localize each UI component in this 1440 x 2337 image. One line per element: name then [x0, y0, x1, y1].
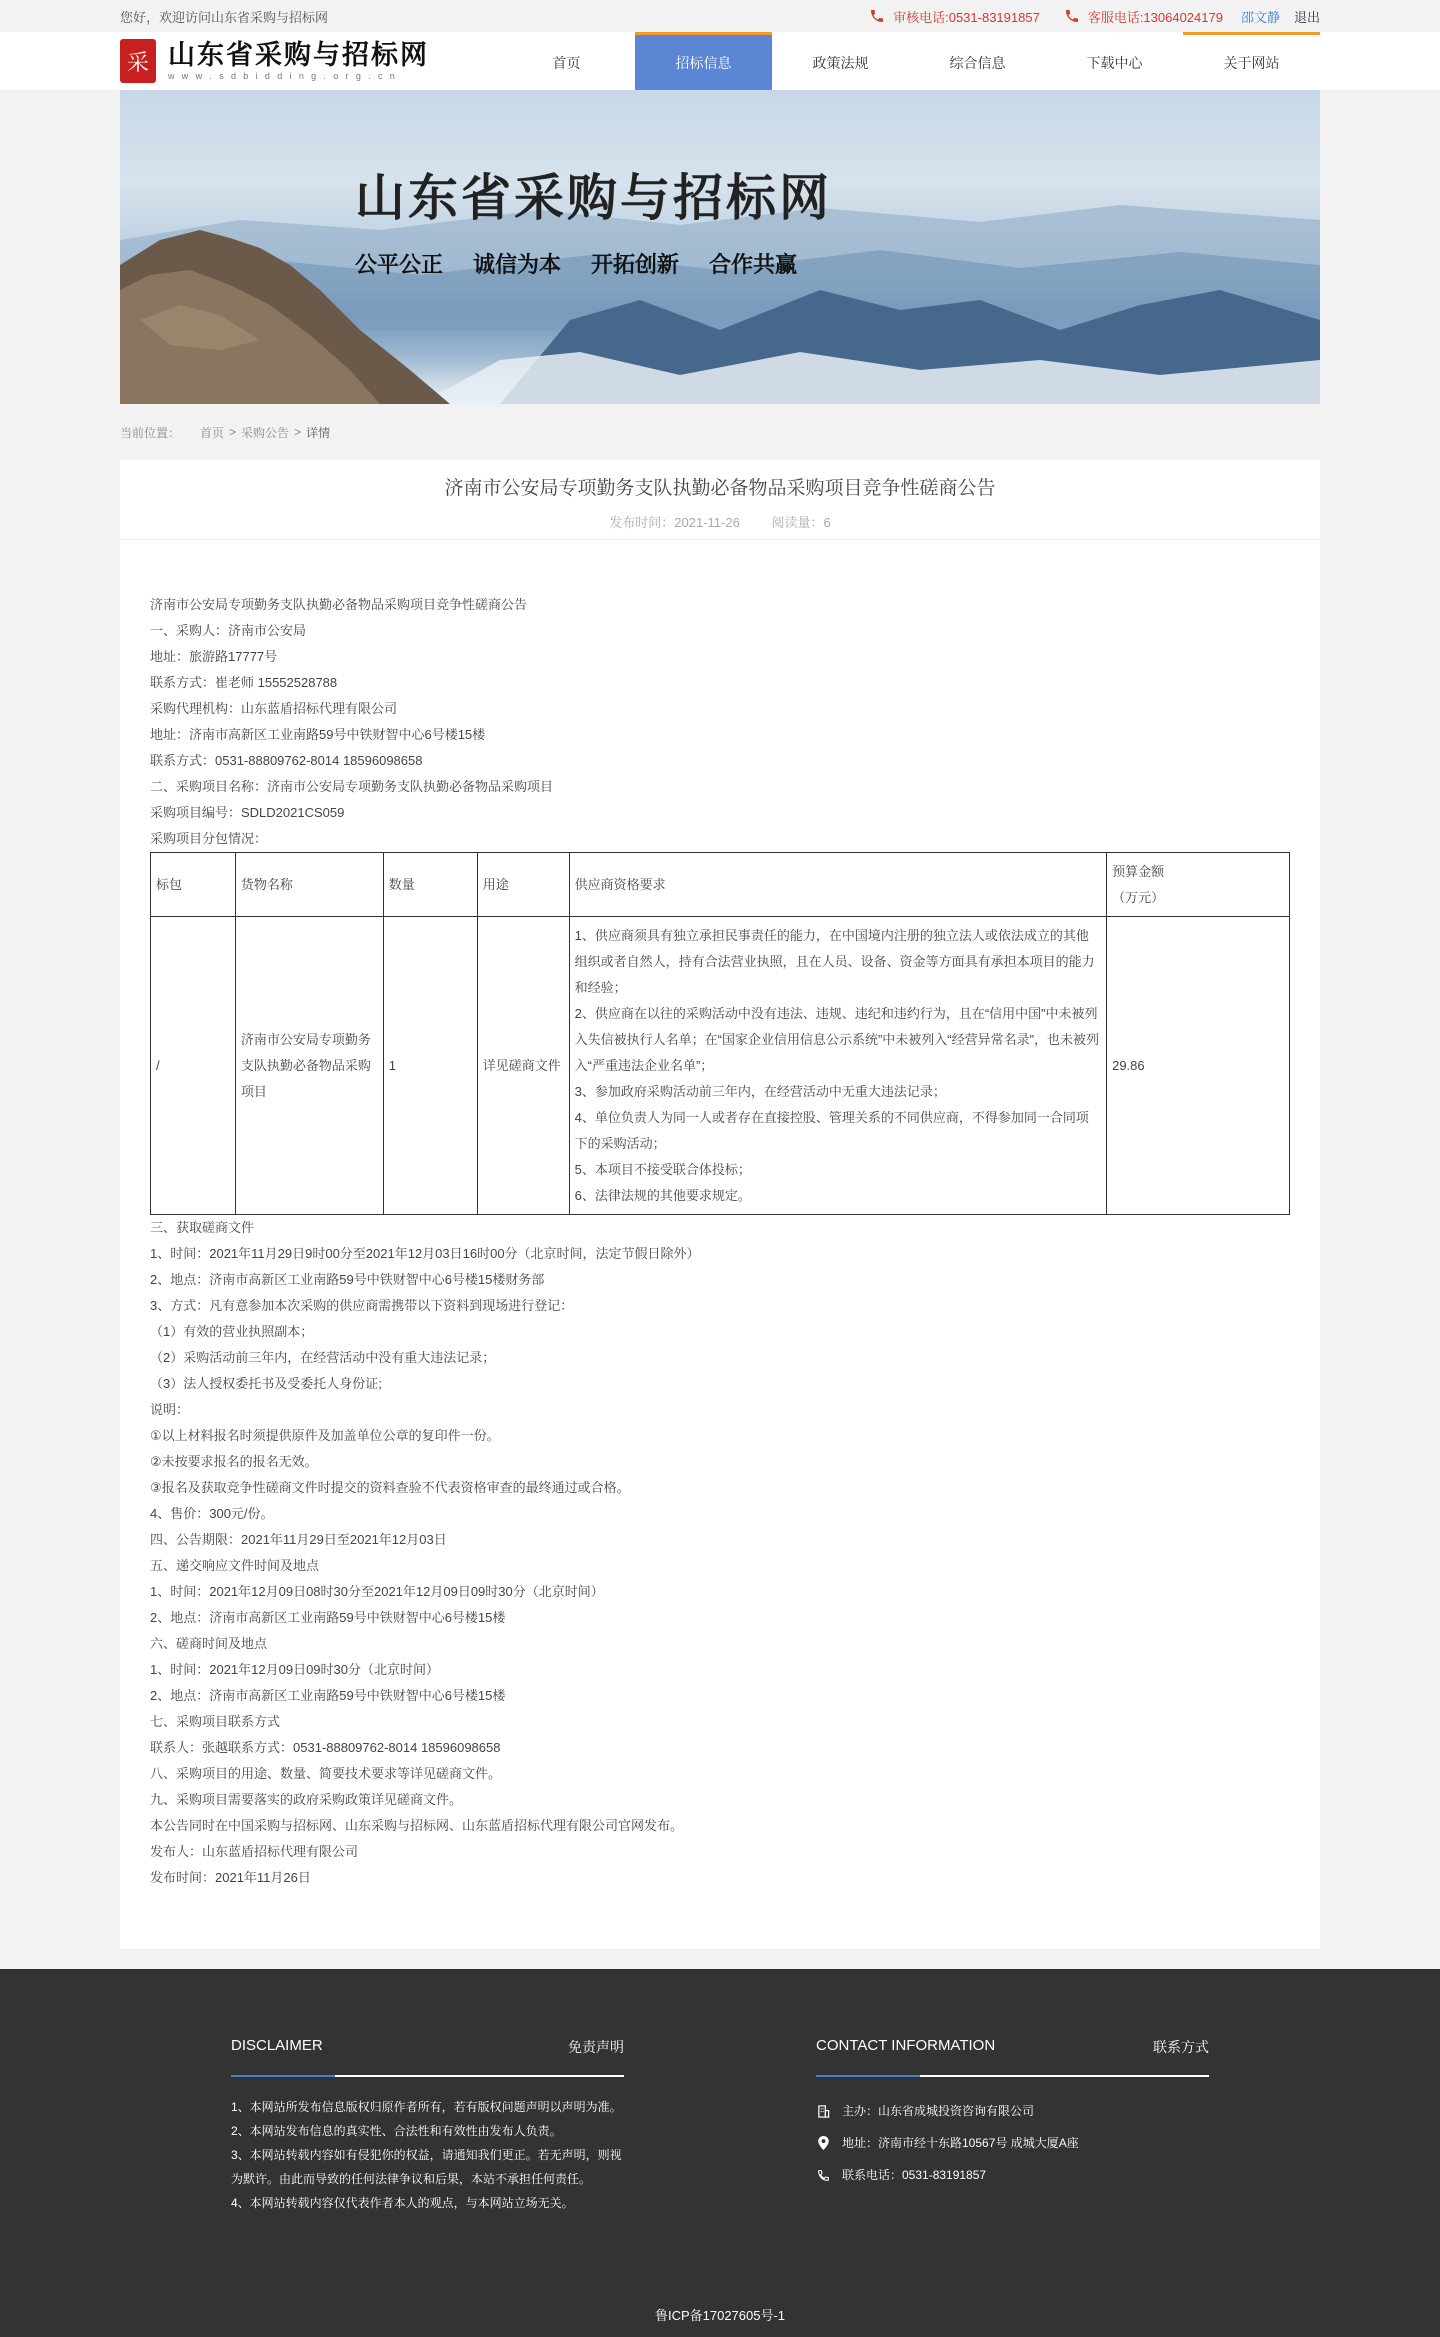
breadcrumb-section[interactable]: 采购公告	[241, 425, 290, 440]
article-line: （3）法人授权委托书及受委托人身份证;	[150, 1376, 382, 1391]
breadcrumb-label: 当前位置：	[120, 425, 181, 440]
logout-link[interactable]: 退出	[1293, 9, 1320, 25]
article-line: 联系方式：0531-88809762-8014 18596098658	[150, 753, 423, 768]
nav-general-info[interactable]: 综合信息	[949, 54, 1006, 71]
article-line: 发布时间：2021年11月26日	[150, 1870, 311, 1885]
table-header-row	[151, 853, 1290, 917]
requirement-item: 5、本项目不接受联合体投标；	[574, 1161, 751, 1177]
article-line: 1、时间：2021年12月09日09时30分（北京时间）	[150, 1662, 439, 1677]
article-line: 三、获取磋商文件	[150, 1220, 255, 1235]
article-line: 2、地点：济南市高新区工业南路59号中铁财智中心6号楼15楼财务部	[150, 1272, 545, 1287]
article-line: 2、地点：济南市高新区工业南路59号中铁财智中心6号楼15楼	[150, 1610, 506, 1625]
breadcrumb-current: 详情	[306, 425, 331, 440]
site-logo[interactable]	[120, 39, 498, 83]
audit-phone	[869, 7, 1040, 26]
slogan: 开拓创新	[591, 252, 680, 278]
article	[120, 460, 1320, 1949]
location-pin-icon	[816, 2136, 830, 2150]
table-header-cell: 用途	[477, 853, 569, 917]
disclaimer-column	[231, 2037, 624, 2215]
article-line: 八、采购项目的用途、数量、简要技术要求等详见磋商文件。	[150, 1766, 502, 1781]
read-count: 阅读量：6	[771, 515, 831, 530]
nav-about[interactable]: 关于网站	[1183, 32, 1320, 90]
article-line: 采购项目编号：SDLD2021CS059	[150, 805, 345, 820]
article-line: 四、公告期限：2021年11月29日至2021年12月03日	[150, 1532, 447, 1547]
article-line: 六、磋商时间及地点	[150, 1636, 268, 1651]
logo-url: w w w . s d b i d d i n g . o r g . c n	[168, 71, 398, 81]
service-phone	[1064, 7, 1223, 26]
welcome-text: 您好，欢迎访问山东省采购与招标网	[120, 9, 329, 25]
header	[0, 32, 1440, 90]
user-link[interactable]: 邵文静	[1240, 9, 1280, 25]
article-line: 济南市公安局专项勤务支队执勤必备物品采购项目竞争性磋商公告	[150, 597, 528, 612]
phone-icon	[816, 2169, 830, 2182]
nav-download[interactable]: 下载中心	[1086, 54, 1143, 71]
article-line: 4、售价：300元/份。	[150, 1506, 274, 1521]
building-icon	[816, 2105, 830, 2118]
article-line: 地址：旅游路17777号	[150, 649, 278, 664]
top-bar	[0, 0, 1440, 32]
requirement-item: 4、单位负责人为同一人或者存在直接控股、管理关系的不同供应商，不得参加同一合同项下的采购活动；	[574, 1109, 1089, 1151]
article-line: 3、方式：凡有意参加本次采购的供应商需携带以下资料到现场进行登记：	[150, 1298, 574, 1313]
banner-slogans	[355, 248, 797, 279]
article-line: 发布人：山东蓝盾招标代理有限公司	[150, 1844, 359, 1859]
disclaimer-title-cn: 免责声明	[568, 2039, 624, 2055]
article-line: 采购代理机构：山东蓝盾招标代理有限公司	[150, 701, 398, 716]
article-line: 五、递交响应文件时间及地点	[150, 1558, 320, 1573]
publish-time: 发布时间：2021-11-26	[609, 515, 740, 530]
article-lines-before	[150, 592, 1290, 852]
nav-policy[interactable]: 政策法规	[812, 54, 869, 71]
breadcrumb-separator: >	[294, 425, 302, 439]
use-cell: 详见磋商文件	[477, 917, 569, 1215]
article-title: 济南市公安局专项勤务支队执勤必备物品采购项目竞争性磋商公告	[444, 478, 996, 499]
table-header-cell: 供应商资格要求	[569, 853, 1106, 917]
contact-address-text: 地址：济南市经十东路10567号 成城大厦A座	[842, 2136, 1079, 2150]
disclaimer-item: 4、本网站转载内容仅代表作者本人的观点，与本网站立场无关。	[231, 2196, 574, 2210]
requirement-item: 1、供应商须具有独立承担民事责任的能力，在中国境内注册的独立法人或依法成立的其他组织或者自然人，持有合法营业执照，且在人员、设备、资金等方面具有承担本项目的能力和经验；	[574, 927, 1095, 995]
breadcrumb	[120, 404, 1320, 460]
article-line: ③报名及获取竞争性磋商文件时提交的资料查验不代表资格审查的最终通过或合格。	[150, 1480, 630, 1495]
banner	[120, 90, 1320, 404]
article-line: 九、采购项目需要落实的政府采购政策详见磋商文件。	[150, 1792, 463, 1807]
package-cell: /	[151, 917, 236, 1215]
table-header-cell: 数量	[383, 853, 477, 917]
logo-mark: 采	[120, 39, 156, 83]
phone-icon	[869, 8, 885, 24]
nav-home[interactable]: 首页	[552, 54, 581, 71]
disclaimer-item: 3、本网站转载内容如有侵犯你的权益，请通知我们更正。若无声明，则视为默许。由此而导致的任何法律争议和后果，本站不承担任何责任。	[231, 2148, 622, 2186]
contact-host	[816, 2095, 1209, 2127]
slogan: 公平公正	[355, 252, 444, 278]
article-meta	[120, 512, 1320, 531]
article-line: 1、时间：2021年11月29日9时00分至2021年12月03日16时00分（北京时间，法定节假日除外）	[150, 1246, 700, 1261]
article-header	[120, 460, 1320, 540]
banner-title: 山东省采购与招标网	[355, 168, 832, 227]
contact-phone	[816, 2159, 1209, 2191]
article-line: 1、时间：2021年12月09日08时30分至2021年12月09日09时30分（北京时间）	[150, 1584, 604, 1599]
slogan: 合作共赢	[709, 252, 798, 278]
service-phone-text: 客服电话:13064024179	[1087, 9, 1223, 25]
slogan: 诚信为本	[473, 252, 562, 278]
package-table	[150, 852, 1290, 1215]
article-line: （1）有效的营业执照副本；	[150, 1324, 314, 1339]
article-lines-after	[150, 1215, 1290, 1891]
contact-column	[816, 2037, 1209, 2215]
qty-cell: 1	[383, 917, 477, 1215]
table-header-cell: 标包	[151, 853, 236, 917]
requirement-item: 6、法律法规的其他要求规定。	[574, 1187, 751, 1203]
article-line: 联系人：张越联系方式：0531-88809762-8014 18596098658	[150, 1740, 501, 1755]
goods-cell: 济南市公安局专项勤务支队执勤必备物品采购项目	[235, 917, 383, 1215]
contact-address	[816, 2127, 1209, 2159]
contact-phone-text: 联系电话：0531-83191857	[842, 2168, 987, 2182]
audit-phone-text: 审核电话:0531-83191857	[893, 9, 1040, 25]
article-line: ①以上材料报名时须提供原件及加盖单位公章的复印件一份。	[150, 1428, 500, 1443]
article-line: 地址：济南市高新区工业南路59号中铁财智中心6号楼15楼	[150, 727, 486, 742]
breadcrumb-separator: >	[229, 425, 237, 439]
mountain-scene-image	[120, 90, 1320, 404]
table-header-cell: 预算金额 （万元）	[1107, 853, 1290, 917]
nav-bidding-info[interactable]: 招标信息	[635, 32, 772, 90]
table-header-cell: 货物名称	[235, 853, 383, 917]
article-line: 联系方式：崔老师 15552528788	[150, 675, 338, 690]
article-line: 说明：	[150, 1402, 190, 1417]
article-line: 二、采购项目名称：济南市公安局专项勤务支队执勤必备物品采购项目	[150, 779, 554, 794]
table-row	[151, 917, 1290, 1215]
requirements-cell	[569, 917, 1106, 1215]
budget-cell: 29.86	[1107, 917, 1290, 1215]
requirement-item: 3、参加政府采购活动前三年内，在经营活动中无重大违法记录；	[574, 1083, 946, 1099]
disclaimer-title-en: DISCLAIMER	[231, 2037, 323, 2054]
icp-number: 鲁ICP备17027605号-1	[654, 2308, 786, 2323]
article-line: 2、地点：济南市高新区工业南路59号中铁财智中心6号楼15楼	[150, 1688, 506, 1703]
footer	[0, 1969, 1440, 2337]
article-line: 本公告同时在中国采购与招标网、山东采购与招标网、山东蓝盾招标代理有限公司官网发布。	[150, 1818, 684, 1833]
article-line: （2）采购活动前三年内，在经营活动中没有重大违法记录；	[150, 1350, 496, 1365]
phone-icon	[1064, 8, 1080, 24]
main-nav	[498, 32, 1320, 90]
contact-host-text: 主办：山东省成城投资咨询有限公司	[842, 2104, 1035, 2118]
contact-title-cn: 联系方式	[1153, 2039, 1209, 2055]
article-line: 七、采购项目联系方式	[150, 1714, 281, 1729]
article-line: 一、采购人：济南市公安局	[150, 623, 307, 638]
article-body	[120, 540, 1320, 1949]
contact-title-en: CONTACT INFORMATION	[816, 2037, 996, 2054]
disclaimer-item: 2、本网站发布信息的真实性、合法性和有效性由发布人负责。	[231, 2124, 562, 2138]
article-line: 采购项目分包情况：	[150, 831, 268, 846]
article-line: ②未按要求报名的报名无效。	[150, 1454, 318, 1469]
logo-title: 山东省采购与招标网	[168, 40, 429, 71]
breadcrumb-home[interactable]: 首页	[200, 425, 225, 440]
disclaimer-item: 1、本网站所发布信息版权归原作者所有，若有版权问题声明以声明为准。	[231, 2100, 622, 2114]
requirement-item: 2、供应商在以往的采购活动中没有违法、违规、违纪和违约行为，且在“信用中国”中未被列入失信被执行人名单；在“国家企业信用信息公示系统”中未被列入“经营异常名录”，也未被列入“严重违法企业名单”；	[574, 1005, 1099, 1073]
